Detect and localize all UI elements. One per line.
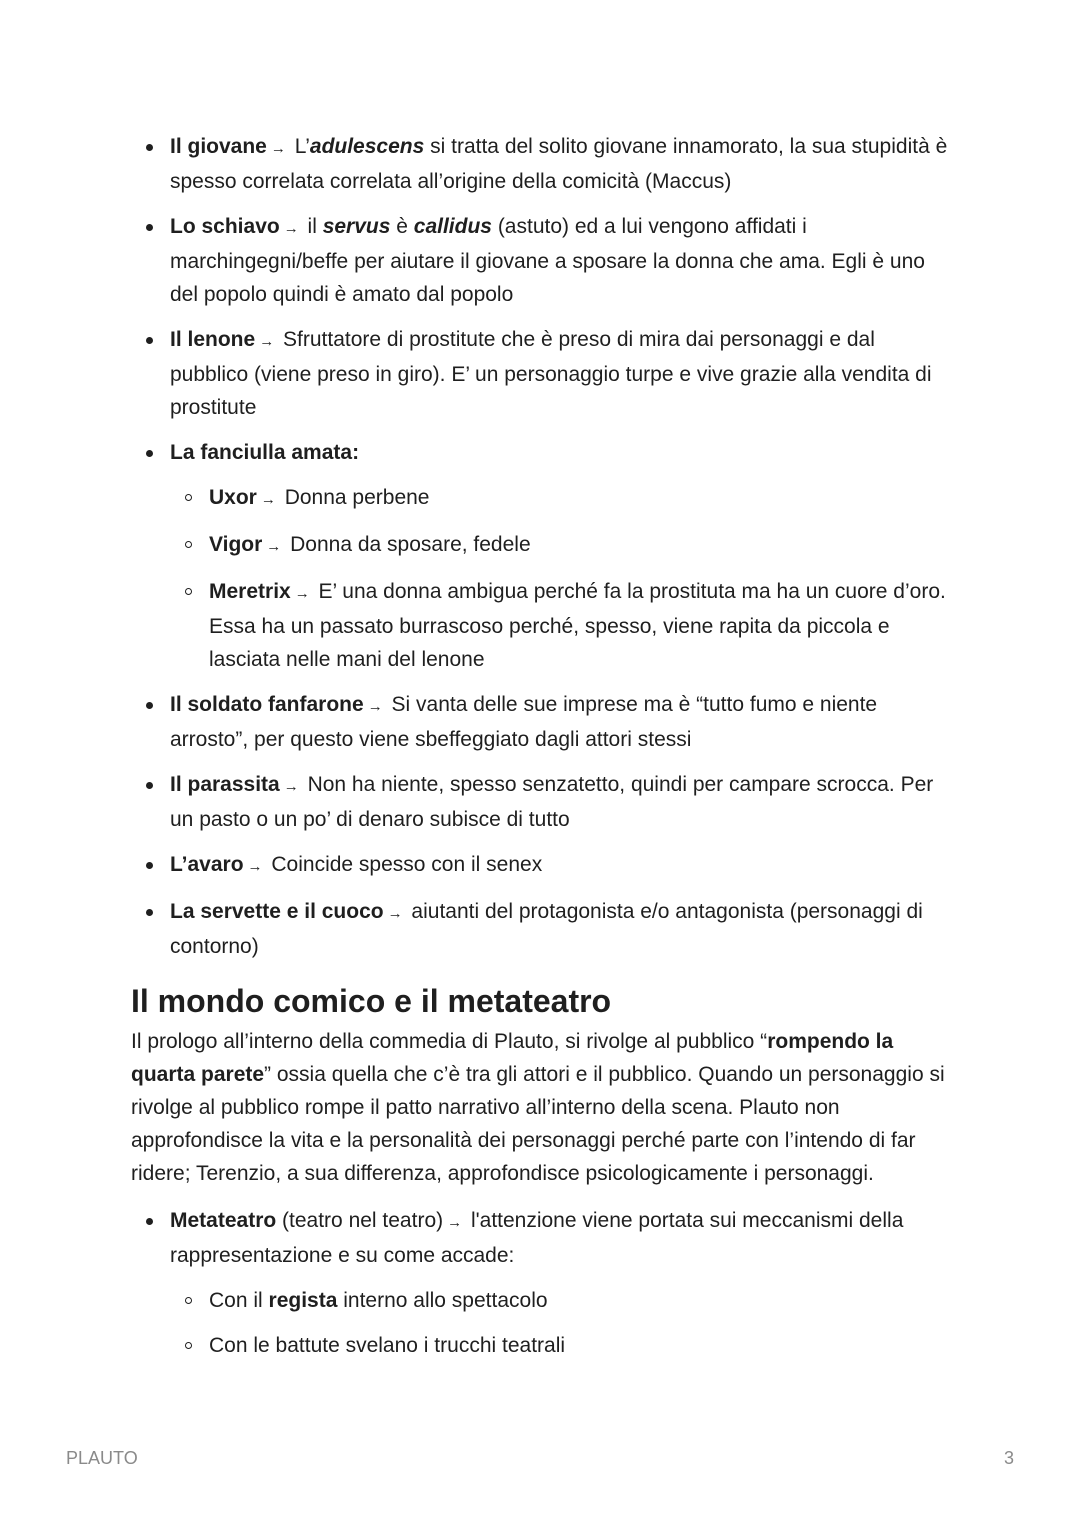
text: Con il [209, 1289, 269, 1312]
text: Con le battute svelano i trucchi teatrali [209, 1334, 566, 1357]
description: Sfruttatore di prostitute che è preso di mira dai personaggi e dal pubblico (viene preso in giro). E’ un personaggio turpe e vive grazie alla vendita di prostitute [170, 328, 932, 419]
list-item-schiavo [131, 210, 951, 311]
term: Metateatro [170, 1209, 277, 1232]
page-number: 3 [1003, 1448, 1014, 1468]
description: Coincide spesso con il senex [265, 853, 543, 876]
arrow-icon: → [283, 778, 299, 795]
list-item-fanciulla [131, 436, 951, 676]
text: L’ [288, 135, 310, 158]
emphasis: rompendo la quarta parete [131, 1030, 894, 1086]
term: Uxor [209, 486, 257, 509]
text: il [301, 215, 323, 238]
arrow-icon: → [270, 140, 286, 157]
text: (teatro nel teatro) [276, 1209, 444, 1232]
list-item-soldato [131, 688, 951, 756]
sub-item-meretrix [170, 575, 951, 676]
term: Vigor [209, 533, 263, 556]
term: La fanciulla amata: [170, 441, 360, 464]
list-item-avaro [131, 848, 951, 883]
text: interno allo spettacolo [337, 1289, 548, 1312]
list-item-lenone [131, 323, 951, 424]
sub-item-battute [170, 1329, 951, 1362]
text: Il prologo all’interno della commedia di Plauto, si rivolge al pubblico “ [131, 1030, 768, 1053]
description: Donna da sposare, fedele [284, 533, 531, 556]
description: si tratta del solito giovane innamorato, la sua stupidità è spesso correlata correlata all’origine della comicità (Maccus) [170, 135, 948, 193]
arrow-icon: → [260, 491, 276, 508]
sub-item-uxor [170, 481, 951, 516]
sub-list [170, 481, 951, 676]
list-item-parassita [131, 768, 951, 836]
sub-item-vigor [170, 528, 951, 563]
arrow-icon: → [294, 585, 310, 602]
description: Non ha niente, spesso senzatetto, quindi per campare scrocca. Per un pasto o un po’ di denaro subisce di tutto [170, 773, 934, 831]
term-latin: callidus [413, 215, 492, 238]
description: aiutanti del protagonista e/o antagonista (personaggi di contorno) [170, 900, 923, 958]
section-paragraph [131, 1025, 951, 1190]
term: L’avaro [170, 853, 244, 876]
term: La servette e il cuoco [170, 900, 384, 923]
term: Il giovane [170, 135, 267, 158]
text: ” ossia quella che c’è tra gli attori e il pubblico. Quando un personaggio si rivolge al pubblico rompe il patto narrativo all’interno della scena. Plauto non approfondisce la vita e la personalità dei personaggi perché parte con l’intendo di far ridere; Terenzio, a sua differenza, approfondisce psicologicamente i personaggi. [131, 1063, 945, 1185]
arrow-icon: → [266, 538, 282, 555]
description: (astuto) ed a lui vengono affidati i marchingegni/beffe per aiutare il giovane a sposare la donna che ama. Egli è uno del popolo quindi è amato dal popolo [170, 215, 925, 306]
list-item-giovane [131, 130, 951, 198]
page-body [131, 130, 951, 1374]
description: Si vanta delle sue imprese ma è “tutto fumo e niente arrosto”, per questo viene sbeffeggiato dagli attori stessi [170, 693, 878, 751]
arrow-icon: → [259, 333, 275, 350]
term: Il lenone [170, 328, 256, 351]
term-latin: servus [322, 215, 391, 238]
arrow-icon: → [387, 905, 403, 922]
arrow-icon: → [283, 220, 299, 237]
character-list [131, 130, 951, 963]
term: Lo schiavo [170, 215, 280, 238]
emphasis: regista [268, 1289, 338, 1312]
term: Il parassita [170, 773, 280, 796]
text: è [390, 215, 414, 238]
arrow-icon: → [367, 698, 383, 715]
arrow-icon: → [447, 1214, 463, 1231]
term-latin: adulescens [309, 135, 425, 158]
section-heading: Il mondo comico e il metateatro [131, 983, 612, 1019]
description: l'attenzione viene portata sui meccanismi della rappresentazione e su come accade: [170, 1209, 904, 1267]
list-item-servette [131, 895, 951, 963]
list-item-metateatro [131, 1204, 951, 1362]
metateatro-list [131, 1204, 951, 1362]
sub-list [170, 1284, 951, 1362]
term: Meretrix [209, 580, 291, 603]
description: Donna perbene [278, 486, 430, 509]
footer-title: PLAUTO [66, 1448, 138, 1468]
arrow-icon: → [247, 858, 263, 875]
sub-item-regista [170, 1284, 951, 1317]
term: Il soldato fanfarone [170, 693, 364, 716]
description: E’ una donna ambigua perché fa la prostituta ma ha un cuore d’oro. Essa ha un passato burrascoso perché, spesso, viene rapita da piccola e lasciata nelle mani del lenone [209, 580, 946, 671]
